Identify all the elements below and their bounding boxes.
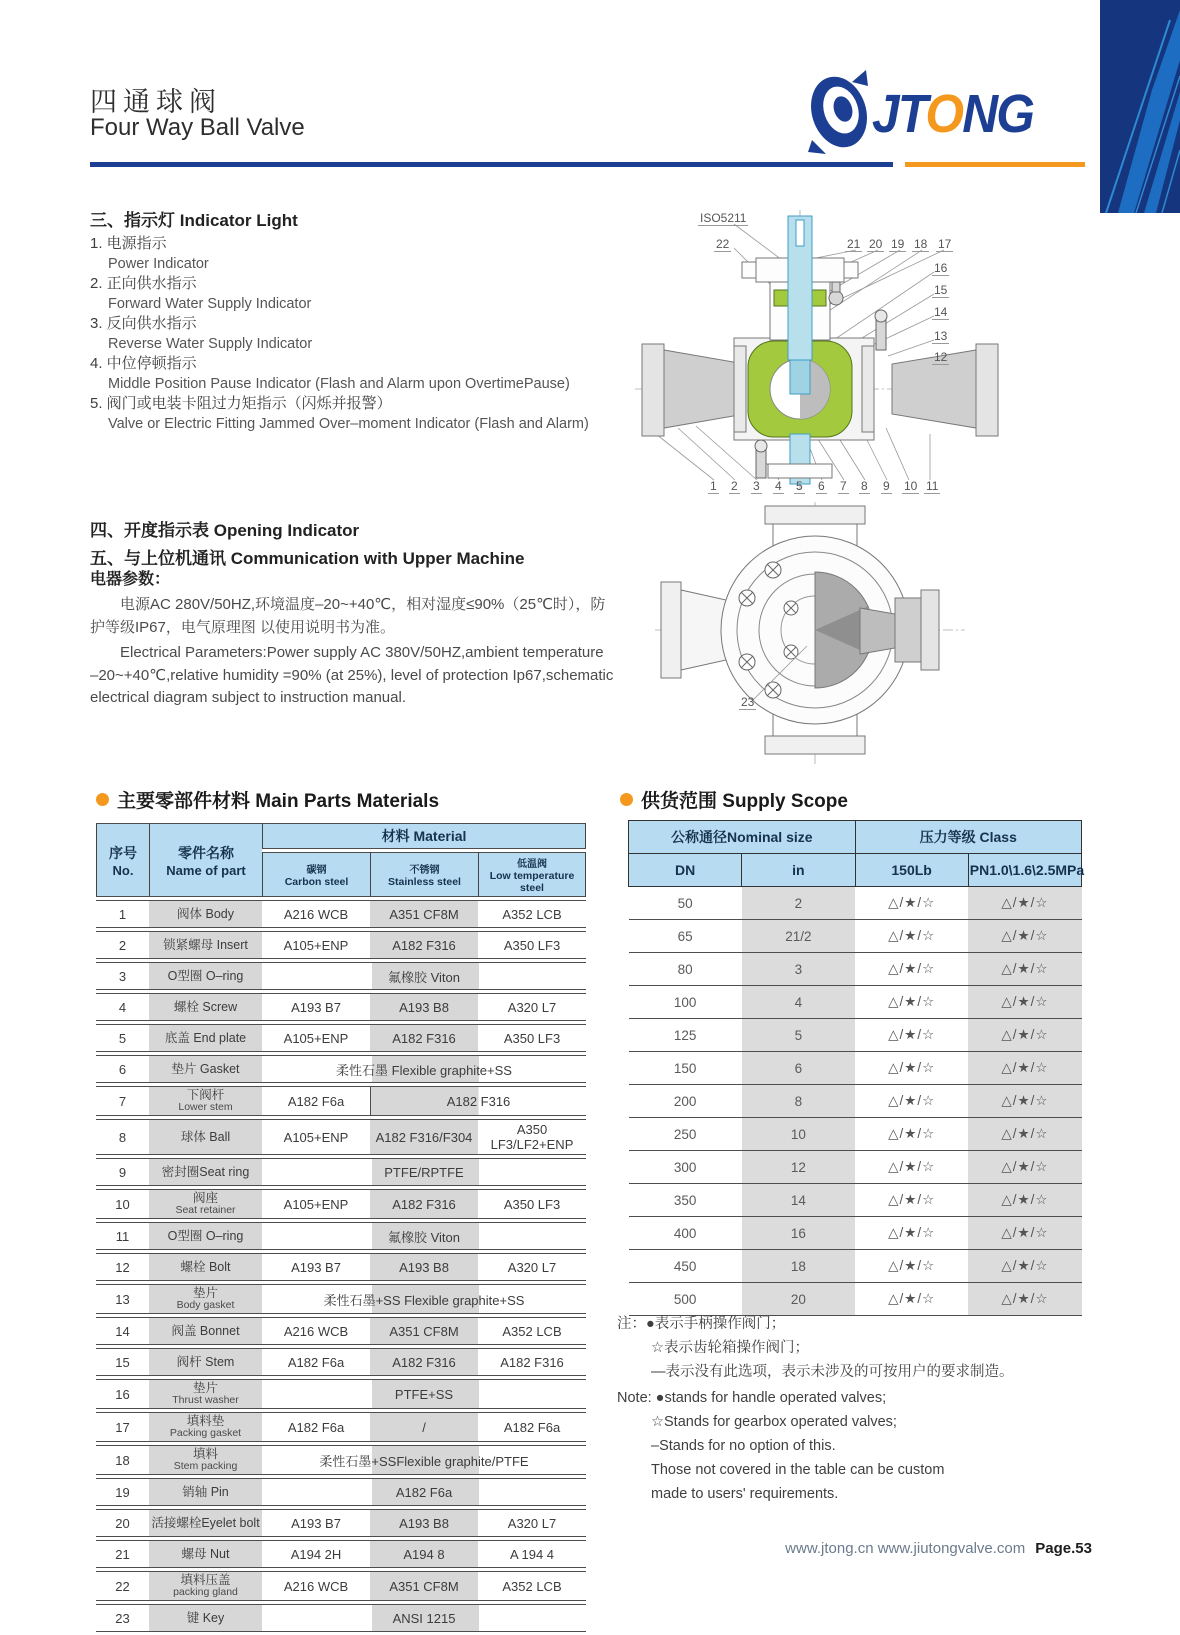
corner-decoration-band <box>1100 0 1180 213</box>
note-line: —表示没有此选项，表示未涉及的可按用户的要求制造。 <box>651 1364 1014 1380</box>
parts-table-row: 12 螺栓 Bolt A193 B7 A193 B8 A320 L7 <box>96 1253 586 1281</box>
orange-dot-icon <box>620 793 633 806</box>
note-line: –Stands for no option of this. <box>651 1438 836 1454</box>
diagram-callout: 18 <box>914 237 928 251</box>
diagram-callout: 7 <box>840 479 847 493</box>
main-parts-table: 序号 No. 零件名称 Name of part 材料 Material 碳钢 Carbon steel 不锈钢 Stainless steel 低温阀 Low temperature steel 1 阀体 Body A216 WCB A351 CF8M A352 LCB 2 锁紧螺母 Insert A105+ENP A182 F316 A350 LF3 3 O型圈 O–ring 氟橡胶 Viton 4 螺栓 Screw A193 B7 A193 B8 A320 L7 5 底盖 End plate A105+ENP A182 F316 A350 LF3 6 垫片 Gasket 柔性石墨 Flexible graphite+SS 7 下阀杆 Lower stem A182 F6a A182 F316 8 球体 Ball A105+ENP A182 F316/F304 A350 LF3/LF2+ENP 9 密封圈Seat ring PTFE/RPTFE 10 阀座 Seat retainer A105+ENP A182 F316 A350 LF3 11 O型圈 O–ring 氟橡胶 Viton 12 螺栓 Bolt A193 B7 A193 B8 A320 L7 13 垫片 Body gasket 柔性石墨+SS Flexible graphite+SS 14 阀盖 Bonnet A216 WCB A351 CF8M A352 LCB 15 阀杆 Stem A182 F6a A182 F316 A182 F316 16 垫片 Thrust washer PTFE+SS 17 填料垫 Packing gasket A182 F6a / A182 F6a 18 填料 Stem packing 柔性石墨+SSFlexible graphite/PTFE 19 销轴 Pin A182 F6a 20 活接螺栓Eyelet bolt A193 B7 A193 B8 A320 L7 21 螺母 Nut A194 2H A194 8 A 194 4 22 填料压盖 packing gland A216 WCB A351 CF8M A352 LCB 23 键 Key ANSI 1215 <box>96 820 586 1635</box>
supply-scope-title: 供货范围 Supply Scope <box>620 786 848 813</box>
parts-table-row: 20 活接螺栓Eyelet bolt A193 B7 A193 B8 A320 L7 <box>96 1509 586 1537</box>
diagram-callout: 5 <box>796 479 803 493</box>
parts-table-row: 22 填料压盖 packing gland A216 WCB A351 CF8M A352 LCB <box>96 1571 586 1601</box>
supply-table-row: 400 16 △/★/☆ △/★/☆ <box>629 1217 1082 1250</box>
header-rule-blue <box>90 162 893 167</box>
indicator-item: 4. 中位停顿指示 Middle Position Pause Indicator (Flash and Alarm upon OvertimePause) <box>90 355 570 392</box>
diagram-callout: 11 <box>926 479 939 493</box>
parts-table-row: 19 销轴 Pin A182 F6a <box>96 1478 586 1506</box>
parts-table-row: 2 锁紧螺母 Insert A105+ENP A182 F316 A350 LF3 <box>96 931 586 959</box>
indicator-item: 1. 电源指示 Power Indicator <box>90 235 209 272</box>
diagram-callout: 21 <box>847 237 861 251</box>
parts-table-row: 9 密封圈Seat ring PTFE/RPTFE <box>96 1158 586 1186</box>
supply-table-row: 80 3 △/★/☆ △/★/☆ <box>629 953 1082 986</box>
supply-table-row: 50 2 △/★/☆ △/★/☆ <box>629 887 1082 920</box>
orange-dot-icon <box>96 793 109 806</box>
supply-scope-table: 公称通径Nominal size 压力等级 Class DN in 150Lb PN1.0\1.6\2.5MPa 50 2 △/★/☆ △/★/☆ 65 21/2 △/★/☆ △/★/☆ 80 3 △/★/☆ △/★/☆ 100 4 △/★/☆ △/★/☆ 125 5 △/★/☆ △/★/☆ 150 6 △/★/☆ △/★/☆ 200 8 △/★/☆ △/★/☆ 250 10 △/★/☆ △/★/☆ 300 12 △/★/☆ △/★/☆ 350 14 △/★/☆ △/★/☆ 400 16 △/★/☆ △/★/☆ 450 18 △/★/☆ △/★/☆ 500 20 △/★/☆ △/★/☆ <box>628 820 1082 1316</box>
supply-table-row: 65 21/2 △/★/☆ △/★/☆ <box>629 920 1082 953</box>
parts-table-row: 10 阀座 Seat retainer A105+ENP A182 F316 A350 LF3 <box>96 1189 586 1219</box>
parts-table-row: 1 阀体 Body A216 WCB A351 CF8M A352 LCB <box>96 900 586 928</box>
supply-table-row: 450 18 △/★/☆ △/★/☆ <box>629 1250 1082 1283</box>
diagram-callout: 22 <box>716 237 730 251</box>
parts-table-row: 14 阀盖 Bonnet A216 WCB A351 CF8M A352 LCB <box>96 1317 586 1345</box>
note-line: ☆表示齿轮箱操作阀门； <box>651 1340 809 1356</box>
parts-table-row: 5 底盖 End plate A105+ENP A182 F316 A350 LF3 <box>96 1024 586 1052</box>
parts-table-row: 13 垫片 Body gasket 柔性石墨+SS Flexible graphite+SS <box>96 1284 586 1314</box>
jtong-logo-icon <box>806 68 872 161</box>
diagram-callout: 13 <box>934 329 948 343</box>
page-title-en: Four Way Ball Valve <box>90 114 305 141</box>
indicator-list <box>90 234 610 434</box>
parts-table-row: 8 球体 Ball A105+ENP A182 F316/F304 A350 LF3/LF2+ENP <box>96 1119 586 1155</box>
supply-table-row: 250 10 △/★/☆ △/★/☆ <box>629 1118 1082 1151</box>
parts-table-row: 15 阀杆 Stem A182 F6a A182 F316 A182 F316 <box>96 1348 586 1376</box>
diagram-callout: 14 <box>934 305 948 319</box>
indicator-item: 3. 反向供水指示 Reverse Water Supply Indicator <box>90 315 313 352</box>
section-heading-communication: 五、与上位机通讯 Communication with Upper Machine <box>90 549 525 568</box>
section-heading-indicator-light: 三、指示灯 Indicator Light <box>90 211 298 230</box>
diagram-callout: 15 <box>934 283 948 297</box>
parts-table-row: 17 填料垫 Packing gasket A182 F6a / A182 F6a <box>96 1412 586 1442</box>
diagram-callout: 2 <box>731 479 738 493</box>
diagram-callout: 10 <box>904 479 918 493</box>
parts-table-row: 6 垫片 Gasket 柔性石墨 Flexible graphite+SS <box>96 1055 586 1083</box>
diagram-callout: 3 <box>753 479 760 493</box>
main-parts-title: 主要零部件材料 Main Parts Materials <box>96 786 439 813</box>
diagram-callout: 4 <box>775 479 782 493</box>
diagram-callout: 6 <box>818 479 825 493</box>
diagram-callout: 12 <box>934 350 948 364</box>
note-line: made to users' requirements. <box>651 1486 839 1502</box>
electrical-parameters-en: Electrical Parameters:Power supply AC 380V/50HZ,ambient temperature –20~+40℃,relative humidity =90% (at 25%), level of protection Ip67,schematic electrical diagram subject to instruction manual. <box>90 644 614 706</box>
jtong-logo-text: JTONG <box>872 84 1034 144</box>
valve-end-view-diagram <box>655 498 965 768</box>
note-line: 注：●表示手柄操作阀门； <box>617 1316 786 1332</box>
notes-zh <box>617 1312 1137 1384</box>
page-number: Page.53 <box>1035 1540 1092 1557</box>
diagram-callout: 23 <box>741 695 755 709</box>
notes-block <box>617 1312 1137 1506</box>
parts-table-row: 4 螺栓 Screw A193 B7 A193 B8 A320 L7 <box>96 993 586 1021</box>
valve-cross-section-diagram <box>630 198 1010 498</box>
iso5211-label: ISO5211 <box>700 211 747 225</box>
page-footer <box>785 1540 1092 1557</box>
supply-table-row: 500 20 △/★/☆ △/★/☆ <box>629 1283 1082 1316</box>
note-line: Note: ●stands for handle operated valves; <box>617 1390 887 1406</box>
electrical-parameters-label: 电器参数： <box>90 571 171 588</box>
parts-table-row: 23 键 Key ANSI 1215 <box>96 1604 586 1632</box>
page-title-zh: 四通球阀 <box>90 87 222 117</box>
indicator-item: 2. 正向供水指示 Forward Water Supply Indicator <box>90 275 312 312</box>
parts-table-row: 7 下阀杆 Lower stem A182 F6a A182 F316 <box>96 1086 586 1116</box>
supply-scope-table-wrap <box>628 820 1085 1316</box>
electrical-parameters-zh: 电源AC 280V/50HZ,环境温度–20~+40℃，相对湿度≤90%（25℃时），防护等级IP67，电气原理图 以使用说明书为准。 <box>90 596 606 636</box>
diagram-callout: 9 <box>883 479 890 493</box>
main-parts-table-wrap <box>96 820 586 1635</box>
section-heading-opening-indicator: 四、开度指示表 Opening Indicator <box>90 521 360 540</box>
diagram-callout: 20 <box>869 237 883 251</box>
parts-table-row: 21 螺母 Nut A194 2H A194 8 A 194 4 <box>96 1540 586 1568</box>
diagram-callout: 17 <box>938 237 952 251</box>
parts-table-row: 18 填料 Stem packing 柔性石墨+SSFlexible graphite/PTFE <box>96 1445 586 1475</box>
parts-table-row: 16 垫片 Thrust washer PTFE+SS <box>96 1379 586 1409</box>
parts-table-row: 3 O型圈 O–ring 氟橡胶 Viton <box>96 962 586 990</box>
parts-table-row: 11 O型圈 O–ring 氟橡胶 Viton <box>96 1222 586 1250</box>
supply-table-row: 100 4 △/★/☆ △/★/☆ <box>629 986 1082 1019</box>
diagram-callout: 19 <box>891 237 905 251</box>
diagram-callout: 8 <box>861 479 868 493</box>
indicator-item: 5. 阀门或电装卡阻过力矩指示（闪烁并报警） Valve or Electric Fitting Jammed Over–moment Indicator (Flash and Alarm) <box>90 395 589 432</box>
supply-table-row: 125 5 △/★/☆ △/★/☆ <box>629 1019 1082 1052</box>
diagram-callout: 1 <box>710 479 717 493</box>
supply-table-row: 200 8 △/★/☆ △/★/☆ <box>629 1085 1082 1118</box>
diagram-callout: 16 <box>934 261 948 275</box>
supply-table-row: 150 6 △/★/☆ △/★/☆ <box>629 1052 1082 1085</box>
supply-table-row: 350 14 △/★/☆ △/★/☆ <box>629 1184 1082 1217</box>
footer-urls[interactable]: www.jtong.cn www.jiutongvalve.com <box>785 1540 1026 1557</box>
note-line: Those not covered in the table can be custom <box>651 1462 945 1478</box>
notes-en <box>617 1386 1137 1506</box>
header-rule-orange <box>905 162 1085 167</box>
supply-table-row: 300 12 △/★/☆ △/★/☆ <box>629 1151 1082 1184</box>
jtong-logo <box>806 70 1096 158</box>
note-line: ☆Stands for gearbox operated valves; <box>651 1414 897 1430</box>
